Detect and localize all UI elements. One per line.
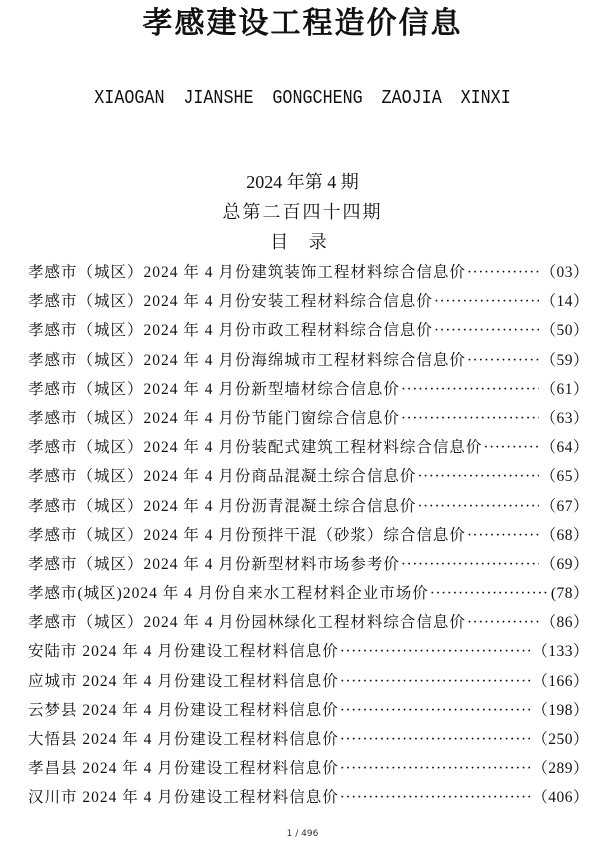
toc-entry[interactable]	[28, 608, 589, 637]
toc-entry-title: 大悟县 2024 年 4 月份建设工程材料信息价	[28, 731, 339, 748]
toc-entry-page: （03）	[540, 264, 589, 281]
toc-entry-page: （50）	[540, 322, 589, 340]
toc-entry[interactable]	[28, 404, 589, 433]
toc-entry-page: （61）	[540, 380, 589, 398]
toc-entry[interactable]	[28, 433, 589, 462]
toc-entry-page: （133）	[532, 643, 589, 661]
toc-heading: 目 录	[270, 232, 335, 252]
toc-leader-dots	[467, 608, 540, 637]
toc-entry-page: (78）	[550, 585, 589, 603]
toc-entry[interactable]	[28, 316, 589, 345]
toc-entry-title: 安陆市 2024 年 4 月份建设工程材料信息价	[28, 643, 339, 661]
document-subtitle-pinyin: XIAOGAN JIANSHE GONGCHENG ZAOJIA XINXI	[94, 87, 511, 109]
toc-leader-dots	[417, 492, 539, 521]
toc-leader-dots	[401, 375, 540, 404]
toc-entry-page: （166）	[532, 672, 589, 690]
toc-leader-dots	[340, 754, 531, 783]
toc-entry[interactable]	[28, 346, 589, 375]
toc-leader-dots	[434, 316, 540, 345]
toc-entry[interactable]	[28, 521, 589, 550]
issue-total-number: 总第二百四十四期	[222, 202, 383, 222]
toc-entry[interactable]	[28, 725, 589, 754]
page-counter: 1 / 496	[286, 829, 319, 839]
toc-entry-title: 孝感市（城区）2024 年 4 月份沥青混凝土综合信息价	[28, 497, 417, 515]
toc-leader-dots	[340, 637, 531, 666]
toc-entry-title: 孝感市（城区）2024 年 4 月份海绵城市工程材料综合信息价	[28, 351, 466, 369]
toc-leader-dots	[430, 579, 550, 608]
toc-entry-page: （67）	[540, 497, 589, 515]
toc-entry[interactable]	[28, 258, 589, 287]
toc-entry-title: 孝感市（城区）2024 年 4 月份装配式建筑工程材料综合信息价	[28, 439, 483, 457]
table-of-contents	[28, 258, 589, 813]
toc-entry-page: （64）	[540, 439, 589, 457]
toc-entry-title: 云梦县 2024 年 4 月份建设工程材料信息价	[28, 701, 339, 719]
toc-entry-title: 孝感市（城区）2024 年 4 月份新型墙材综合信息价	[28, 380, 400, 398]
toc-entry[interactable]	[28, 579, 589, 608]
toc-leader-dots	[467, 521, 540, 550]
toc-entry-page: （14）	[540, 293, 589, 311]
toc-entry-title: 孝感市（城区）2024 年 4 月份市政工程材料综合信息价	[28, 322, 433, 340]
toc-entry-title: 孝感市（城区）2024 年 4 月份建筑装饰工程材料综合信息价	[28, 264, 466, 281]
toc-entry-title: 应城市 2024 年 4 月份建设工程材料信息价	[28, 672, 339, 690]
toc-leader-dots	[401, 404, 540, 433]
toc-entry-title: 孝感市(城区)2024 年 4 月份自来水工程材料企业市场价	[28, 585, 429, 603]
issue-number: 2024 年第 4 期	[246, 172, 359, 192]
toc-entry-page: （65）	[540, 468, 589, 486]
toc-leader-dots	[340, 725, 531, 754]
toc-entry-page: （406）	[532, 789, 589, 807]
toc-entry-page: （289）	[532, 760, 589, 778]
toc-entry-title: 孝感市（城区）2024 年 4 月份商品混凝土综合信息价	[28, 468, 417, 486]
toc-entry[interactable]	[28, 783, 589, 812]
toc-entry[interactable]	[28, 550, 589, 579]
toc-leader-dots	[340, 696, 531, 725]
toc-entry-page: （63）	[540, 409, 589, 427]
toc-leader-dots	[467, 346, 540, 375]
toc-leader-dots	[401, 550, 540, 579]
toc-leader-dots	[483, 433, 539, 462]
document-title: 孝感建设工程造价信息	[142, 6, 463, 41]
toc-entry[interactable]	[28, 696, 589, 725]
toc-leader-dots	[340, 783, 531, 812]
toc-entry-page: （59）	[540, 351, 589, 369]
toc-entry[interactable]	[28, 462, 589, 491]
toc-entry-title: 汉川市 2024 年 4 月份建设工程材料信息价	[28, 789, 339, 807]
toc-entry-title: 孝昌县 2024 年 4 月份建设工程材料信息价	[28, 760, 339, 778]
toc-leader-dots	[467, 258, 540, 287]
toc-leader-dots	[340, 667, 531, 696]
toc-entry-title: 孝感市（城区）2024 年 4 月份安装工程材料综合信息价	[28, 293, 433, 311]
toc-leader-dots	[417, 462, 539, 491]
toc-entry[interactable]	[28, 492, 589, 521]
toc-entry-page: （250）	[532, 731, 589, 748]
toc-entry-page: （69）	[540, 555, 589, 573]
toc-entry-page: （86）	[540, 614, 589, 632]
toc-entry[interactable]	[28, 287, 589, 316]
toc-entry[interactable]	[28, 667, 589, 696]
toc-entry-page: （198）	[532, 701, 589, 719]
toc-entry-page: （68）	[540, 526, 589, 544]
toc-entry[interactable]	[28, 754, 589, 783]
toc-entry[interactable]	[28, 375, 589, 404]
toc-entry[interactable]	[28, 637, 589, 666]
toc-entry-title: 孝感市（城区）2024 年 4 月份园林绿化工程材料综合信息价	[28, 614, 466, 632]
toc-entry-title: 孝感市（城区）2024 年 4 月份新型材料市场参考价	[28, 555, 400, 573]
toc-entry-title: 孝感市（城区）2024 年 4 月份节能门窗综合信息价	[28, 409, 400, 427]
toc-entry-title: 孝感市（城区）2024 年 4 月份预拌干混（砂浆）综合信息价	[28, 526, 466, 544]
toc-leader-dots	[434, 287, 540, 316]
